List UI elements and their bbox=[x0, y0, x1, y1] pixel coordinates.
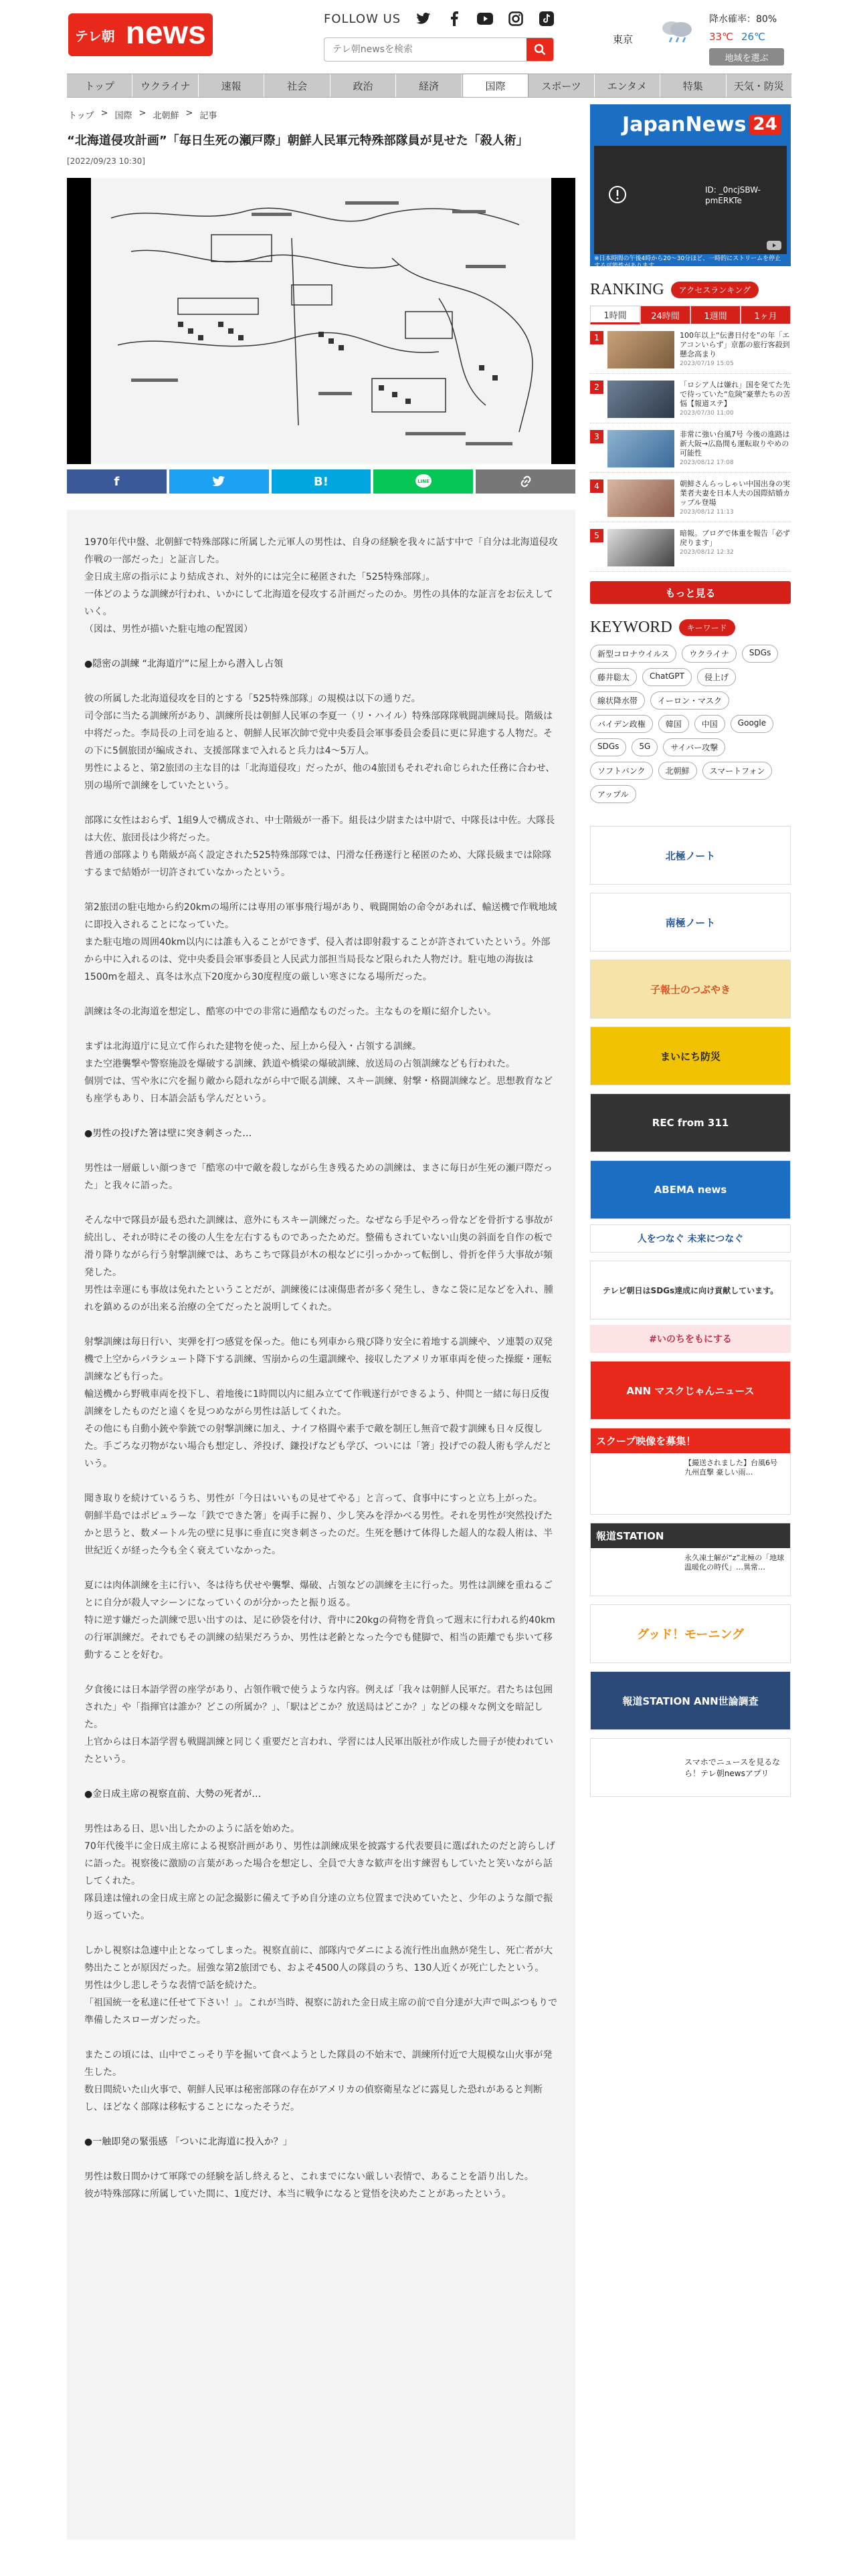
banner-south-pole-note[interactable] bbox=[590, 893, 791, 952]
banner-ann-poll[interactable] bbox=[590, 1671, 791, 1730]
article-paragraph: 男性は一層厳しい顔つきで「酷寒の中で敵を殺しながら生き残るための訓練は、まさに毎日が生死の瀬戸際だった」と我々に語った。 bbox=[84, 1163, 553, 1191]
tab-1hour[interactable]: 1時間 bbox=[590, 306, 640, 324]
article-main bbox=[67, 131, 575, 2540]
search-button[interactable] bbox=[527, 38, 553, 61]
ranking-thumbnail bbox=[607, 529, 674, 566]
article-paragraph: 部隊に女性はおらず、1組9人で構成され、中士階級が一番下。組長は少尉または中尉で、中隊長は中佐。大隊長は大佐、旅団長は少将だった。 普通の部隊よりも階級が高く設定された525特殊部隊では、円滑な任務遂行と秘匿のため、大隊長級までは除隊するまで結婚が一切許されていなかったという。 bbox=[84, 815, 555, 878]
nav-economy[interactable]: 経済 bbox=[396, 74, 462, 97]
article-subheading: ●男性の投げた箸は壁に突き刺さった… bbox=[84, 1128, 252, 1139]
hatena-icon: B! bbox=[314, 474, 328, 489]
ranking-tabs bbox=[590, 306, 791, 324]
article-paragraph: 第2旅団の駐屯地から約20kmの場所には専用の軍事飛行場があり、戦闘開始の命令があれば、輸送機で作戦地域に即投入されることになっていた。 また駐屯地の周囲40km以内には誰も入ることができず、侵入者は即射殺することが許されていたという。外部から中に入れるのは、党中央委員会軍事委員と人民武力部担当局長など限られた人物だけ。駐屯地の海抜は1500mを超え、真冬は氷点下20度から30度程度の厳しい寒さになる場所だった。 bbox=[84, 902, 557, 982]
keyword-list bbox=[590, 645, 791, 803]
share-bar bbox=[67, 469, 575, 494]
line-logo-text: LINE bbox=[417, 479, 430, 484]
keyword-tag[interactable]: ウクライナ bbox=[682, 645, 737, 663]
banner-scoop[interactable] bbox=[590, 1428, 791, 1515]
ranking-thumbnail bbox=[607, 430, 674, 467]
twitter-icon[interactable] bbox=[415, 11, 432, 27]
banner-text: ANN マスクじゃんニュース bbox=[626, 1384, 755, 1397]
banner-rec-311[interactable] bbox=[590, 1093, 791, 1152]
twitter-icon bbox=[212, 475, 225, 488]
article-paragraph: 彼の所属した北海道侵攻を目的とする「525特殊部隊」の規模は以下の通りだ。 司令部に当たる訓練所があり、訓練所長は朝鮮人民軍の李夏一（リ・ハイル）特殊部隊隊戦闘訓練局長。階級は中将だった。李局長の上司を辿ると、朝鮮人民軍次帥で党中央委員会軍事委員会委員に更に昇進する人物だ。その下に5個旅団が編成され、支援部隊まで入れると兵力は4～5万人。 男性によると、第2旅団の主な目的は「北海道侵攻」だったが、他の4旅団もそれぞれ命じられた任務に合わせ、別の場所で訓練をしていたという。 bbox=[84, 693, 555, 791]
link-icon bbox=[518, 474, 533, 489]
article-paragraph: 1970年代中盤、北朝鮮で特殊部隊に所属した元軍人の男性は、自身の経験を我々に話す中で「自分は北海道侵攻作戦の一部だった」と証言した。 金日成主席の指示により結成され、対外的には完全に秘匿された「525特殊部隊」。 一体どのような訓練が行われ、いかにして北海道を侵攻する計画だったのか。男性の具体的な証言をお伝えしていく。 （図は、男性が描いた駐屯地の配置図） bbox=[84, 537, 558, 635]
breadcrumb-article: 記事 bbox=[199, 111, 217, 121]
nav-politics[interactable]: 政治 bbox=[330, 74, 396, 97]
banner-connect-people[interactable] bbox=[590, 1224, 791, 1253]
ranking-date: 2023/08/12 11:13 bbox=[680, 509, 734, 516]
keyword-tag[interactable]: 線状降水帯 bbox=[590, 691, 645, 710]
region-select-button[interactable]: 地域を選ぶ bbox=[709, 48, 784, 66]
banner-text: #いのちをもにする bbox=[649, 1334, 732, 1345]
rank-number: 3 bbox=[590, 430, 603, 443]
line-icon bbox=[415, 473, 432, 490]
nav-international[interactable]: 国際 bbox=[462, 74, 529, 97]
video-error-id: ID: _0ncjSBW-pmERKTe bbox=[705, 185, 761, 205]
article-hero-image bbox=[67, 178, 575, 464]
tab-24hours[interactable]: 24時間 bbox=[640, 306, 690, 324]
facebook-icon[interactable] bbox=[446, 11, 462, 27]
nav-entertainment[interactable]: エンタメ bbox=[595, 74, 660, 97]
banner-sdgs[interactable] bbox=[590, 1261, 791, 1319]
keyword-tag[interactable]: 侵上げ bbox=[697, 668, 736, 686]
banner-text: まいにち防災 bbox=[660, 1050, 721, 1063]
banner-text: REC from 311 bbox=[652, 1117, 729, 1129]
ranking-date: 2023/07/19 15:05 bbox=[680, 360, 734, 367]
ranking-item[interactable] bbox=[590, 381, 791, 423]
ranking-headline: 暗報。ブログで体重を報告「必ず戻ります」 bbox=[680, 529, 790, 547]
follow-label: FOLLOW US bbox=[324, 11, 401, 26]
article-paragraph: 訓練は冬の北海道を想定し、酷寒の中での非常に過酷なものだった。主なものを順に紹介したい。 bbox=[84, 1006, 496, 1017]
keyword-tag[interactable]: イーロン・マスク bbox=[650, 691, 729, 710]
weather-widget bbox=[610, 5, 791, 66]
banner-text: 子報士のつぶやき bbox=[650, 983, 731, 996]
article-title: “北海道侵攻計画”「毎日生死の瀬戸際」朝鮮人民軍元特殊部隊員が見せた「殺人術」 bbox=[67, 134, 529, 148]
cloud-rain-icon bbox=[657, 17, 697, 44]
breadcrumb-international[interactable]: 国際 bbox=[114, 111, 132, 121]
youtube-icon[interactable] bbox=[477, 11, 493, 27]
nav-top[interactable]: トップ bbox=[67, 74, 132, 97]
article-paragraph: またこの頃には、山中でこっそり芋を掘いて食べようとした隊員の不始末で、訓練所付近で大規模な山火事が発生した。 数日間続いた山火事で、朝鮮人民軍は秘密部隊の存在がアメリカの偵察衛星などに露見した恐れがあると判断し、ほどなく部隊は移転することになったそうだ。 bbox=[84, 2050, 553, 2113]
ranking-header bbox=[590, 281, 791, 299]
banner-inochi[interactable] bbox=[590, 1325, 791, 1353]
banner-north-pole-note[interactable] bbox=[590, 826, 791, 885]
rank-number: 1 bbox=[590, 331, 603, 344]
keyword-tag[interactable]: 韓国 bbox=[658, 715, 689, 733]
follow-us bbox=[324, 11, 555, 27]
share-link-button[interactable] bbox=[476, 469, 575, 494]
ranking-headline: 朝鮮さんらっしゃい中国出身の実業者夫妻を日本人夫の国際結婚カップル登場 bbox=[680, 479, 790, 507]
weather-low-temp: 26℃ bbox=[741, 31, 765, 43]
japannews-name: JapanNews bbox=[622, 112, 747, 136]
keyword-tag[interactable]: スマートフォン bbox=[702, 762, 773, 780]
japannews24-widget bbox=[590, 104, 791, 270]
ranking-date: 2023/08/12 12:32 bbox=[680, 549, 734, 556]
share-hatena-button[interactable] bbox=[272, 469, 371, 494]
keyword-tag[interactable]: ソフトバンク bbox=[590, 762, 653, 780]
breadcrumb: トップ > 国際 > 北朝鮮 > 記事 bbox=[68, 108, 217, 121]
ranking-title: RANKING bbox=[590, 281, 664, 298]
banner-good-morning[interactable] bbox=[590, 1604, 791, 1663]
article-date: [2022/09/23 10:30] bbox=[67, 156, 145, 166]
logo-tereasa: テレ朝 bbox=[68, 13, 122, 56]
search-icon bbox=[534, 43, 546, 56]
article-paragraph: そんな中で隊員が最も恐れた訓練は、意外にもスキー訓練だった。なぜなら手足やろっ骨などを骨折する事故が続出し、それが時にその後の人生を左右するものであったためだ。整備もされていない山奥の斜面を自作の板で滑り降りながら行う射撃訓練では、あちこちで隊員が木の根などに引っかかって転倒し、骨折を伴う大事故が頻発した。 男性は幸運にも事故は免れたということだが、訓練後には凍傷患者が多く発生し、きなこ袋に足などを入れ、腫れを鎮めるのが出来る治療の全てだったと説明してくれた。 bbox=[84, 1215, 553, 1313]
keyword-tag[interactable]: ChatGPT bbox=[642, 668, 692, 686]
keyword-tag[interactable]: Google bbox=[731, 715, 773, 733]
banner-station-title: 報道STATION bbox=[591, 1523, 790, 1548]
site-header bbox=[0, 0, 859, 72]
keyword-tag[interactable]: アップル bbox=[590, 785, 636, 803]
ranking-item[interactable] bbox=[590, 479, 791, 522]
facebook-icon: f bbox=[114, 474, 120, 489]
weather-rain-probability: 降水確率：80% bbox=[709, 14, 777, 25]
banner-scoop-text: 【撮送されました】台風6号 九州直撃 豪しい雨… bbox=[684, 1459, 777, 1477]
ranking-date: 2023/07/30 11:00 bbox=[680, 410, 734, 417]
banner-text: ABEMA news bbox=[654, 1184, 727, 1196]
tab-1month[interactable]: 1ヶ月 bbox=[741, 306, 791, 324]
rank-number: 4 bbox=[590, 479, 603, 493]
logo-news: news bbox=[122, 13, 213, 56]
article-paragraph: 男性はある日、思い出したかのように話を始めた。 70年代後半に金日成主席による視察計画があり、男性は訓練成果を披露する代表要員に選ばれたのだと誇らしげに語った。視察後に激励の言葉があった場合を想定し、全員で大きな歓声を出す練習もしていたと笑いながら話してくれた。 隊員達は憧れの金日成主席との記念撮影に備えて予め自分達の立ち位置まで決めていたと、少年のような顔で振り返っていた。 bbox=[84, 1824, 555, 1921]
banner-abema-news[interactable] bbox=[590, 1160, 791, 1219]
breadcrumb-north-korea[interactable]: 北朝鮮 bbox=[153, 111, 179, 121]
ranking-item[interactable] bbox=[590, 331, 791, 374]
ranking-item[interactable] bbox=[590, 529, 791, 572]
article-paragraph: 夕食後には日本語学習の座学があり、占領作戦で使うような内容。例えば「我々は朝鮮人民軍だ。君たちは包囲された」や「指揮官は誰か？どこの所属か？」、「駅はどこか？放送局はどこか？」などの様々な例文を暗記した。 上官からは日本語学習も戦闘訓練と同じく重要だと言われ、学習には人民軍出版社が作成した冊子が使われていたという。 bbox=[84, 1685, 553, 1765]
keyword-tag[interactable]: サイバー攻撃 bbox=[663, 738, 725, 756]
ranking-headline: 100年以上“伝書日付を”の年「エアコンいらず」京都の旅行客殺到 懸念高まり bbox=[680, 331, 790, 358]
article-subheading: ●一触即発の緊張感 「ついに北海道に投入か？」 bbox=[84, 2137, 292, 2147]
site-logo[interactable] bbox=[68, 13, 213, 56]
ranking-thumbnail bbox=[607, 381, 674, 418]
keyword-tag[interactable]: 新型コロナウイルス bbox=[590, 645, 676, 663]
search-input[interactable] bbox=[324, 38, 527, 61]
banner-text: 報道STATION ANN世論調査 bbox=[622, 1695, 759, 1707]
nav-ukraine[interactable]: ウクライナ bbox=[132, 74, 198, 97]
article-paragraph: 聞き取りを続けているうち、男性が「今日はいいもの見せてやる」と言って、食事中にすっと立ち上がった。 朝鮮半島ではポピュラーな「鉄でできた箸」を両手に握り、少し笑みを浮かべる男性。それを男性が突然投げたかと思うと、数メートル先の壁に見事に垂直に突き刺さったのだ。生死を懸けて体得した超人的な殺人術は、半世紀近くが経った今も全く衰えていなかった。 bbox=[84, 1493, 553, 1556]
banner-text: テレビ朝日はSDGs達成に向け貢献しています。 bbox=[602, 1285, 779, 1295]
banner-mainichi-bousai[interactable] bbox=[590, 1027, 791, 1085]
ranking-headline: 「ロシア人は嫌れ」国を発てた先で待っていた“危険”豪華たちの苦悩【報道ステ】 bbox=[680, 381, 791, 408]
keyword-title: KEYWORD bbox=[590, 619, 672, 636]
tiktok-icon[interactable] bbox=[539, 11, 555, 27]
rank-number: 5 bbox=[590, 529, 603, 542]
article-subheading: ●金日成主席の視察直前、大勢の死者が… bbox=[84, 1789, 262, 1800]
banner-text: スマホでニュースを見るなら！テレ朝newsアプリ bbox=[684, 1757, 781, 1778]
global-nav bbox=[67, 74, 792, 98]
nav-weather-disaster[interactable]: 天気・防災 bbox=[727, 74, 792, 97]
keyword-tag[interactable]: SDGs bbox=[590, 738, 626, 756]
banner-text: グッド！モーニング bbox=[636, 1628, 745, 1642]
hand-drawn-map bbox=[91, 178, 551, 464]
banner-text: 人をつなぐ 未来につなぐ bbox=[637, 1234, 744, 1245]
youtube-icon bbox=[767, 241, 781, 250]
search-box bbox=[324, 37, 554, 62]
article-paragraph: まずは北海道庁に見立て作られた建物を使った、屋上から侵入・占領する訓練。 また空港襲撃や警察施設を爆破する訓練、鉄道や橋梁の爆破訓練、放送局の占領訓練なども行われた。 個別では、雪や氷に穴を掘り敵から隠れながら中で眠る訓練、スキー訓練、射撃・格闘訓練など。思想教育なども座学もあり、日本語会話も学んだという。 bbox=[84, 1041, 553, 1104]
japannews-24: 24 bbox=[749, 114, 781, 134]
article-subheading: ●隠密の訓練 “北海道庁”に屋上から潜入し占領 bbox=[84, 659, 284, 669]
keyword-tag[interactable]: 中国 bbox=[694, 715, 725, 733]
tab-1week[interactable]: 1週間 bbox=[690, 306, 741, 324]
live-video-player[interactable] bbox=[594, 146, 787, 254]
weather-high-temp: 33℃ bbox=[709, 31, 733, 43]
japannews-note: ※日本時間の午後4時から20～30分ほど、一時的にストリームを停止する可能性があります。 bbox=[594, 255, 781, 270]
banner-station-text: 永久凍土解が“z”北極の「地球温暖化の時代」…異常… bbox=[684, 1553, 785, 1572]
sidebar bbox=[590, 104, 791, 1797]
share-facebook-button[interactable] bbox=[67, 469, 167, 494]
banner-app[interactable] bbox=[590, 1738, 791, 1797]
keyword-tag[interactable]: 北朝鮮 bbox=[658, 762, 697, 780]
keyword-pill: キーワード bbox=[679, 619, 735, 636]
keyword-header bbox=[590, 619, 791, 637]
article-paragraph: 夏には肉体訓練を主に行い、冬は待ち伏せや襲撃、爆破、占領などの訓練を主に行った。男性は訓練を重ねるごとに自分が殺人マシーンになっていくのが分かったと振り返る。 特に逆す嫌だった訓練で思い出すのは、足に砂袋を付け、背中に20kgの荷物を背負って週末に行われる約40kmの行軍訓練だ。それでもその訓練の結果だろうか、男性は老齢となった今でも健脚で、相当の距離でも歩いて移動することを好む。 bbox=[84, 1580, 555, 1660]
ranking-thumbnail bbox=[607, 479, 674, 517]
japannews24-logo[interactable] bbox=[622, 110, 781, 139]
share-line-button[interactable] bbox=[373, 469, 473, 494]
share-twitter-button[interactable] bbox=[169, 469, 269, 494]
rank-number: 2 bbox=[590, 381, 603, 394]
banner-hodo-station[interactable] bbox=[590, 1523, 791, 1596]
nav-feature[interactable]: 特集 bbox=[660, 74, 726, 97]
keyword-tag[interactable]: SDGs bbox=[742, 645, 778, 663]
banner-ann-mask[interactable] bbox=[590, 1361, 791, 1420]
keyword-tag[interactable]: バイデン政権 bbox=[590, 715, 653, 733]
banner-text: 南極ノート bbox=[665, 916, 716, 929]
nav-sports[interactable]: スポーツ bbox=[529, 74, 594, 97]
weather-city: 東京 bbox=[613, 33, 634, 45]
keyword-tag[interactable]: 5G bbox=[632, 738, 658, 756]
ranking-pill: アクセスランキング bbox=[671, 282, 759, 298]
banner-forecaster[interactable] bbox=[590, 960, 791, 1018]
breadcrumb-top[interactable]: トップ bbox=[68, 111, 94, 121]
article-body bbox=[67, 510, 575, 2540]
nav-breaking[interactable]: 速報 bbox=[199, 74, 264, 97]
keyword-tag[interactable]: 藤井聡太 bbox=[590, 668, 637, 686]
ranking-date: 2023/08/12 17:08 bbox=[680, 459, 734, 466]
banner-scoop-title: スクープ映像を募集！ bbox=[591, 1428, 790, 1453]
ranking-thumbnail bbox=[607, 331, 674, 368]
ranking-headline: 非常に強い台風7号 今後の進路は 新大阪→広島間も運転取りやめの可能性 bbox=[680, 430, 790, 457]
ranking-item[interactable] bbox=[590, 430, 791, 473]
article-paragraph: 射撃訓練は毎日行い、実弾を打つ感覚を保った。他にも列車から飛び降り安全に着地する訓練や、ソ連製の双発機で上空からパラシュート降下する訓練、雪崩からの生還訓練や、接収したアメリカ軍車両を使った操縦・運転訓練なども行った。 輸送機から野戦車両を投下し、着地後に1時間以内に組み立てて作戦遂行ができるよう、仲間と一緒に毎日反復訓練をしたものだと遠くを見つめながら男性は話してくれた。 その他にも自動小銃や拳銃での射撃訓練に加え、ナイフ格闘や素手で敵を制圧し無音で殺す訓練も日々反復した。手ごろな刃物がない場合も想定し、斧投げ、鎌投げなども学び、ついには「箸」投げでの殺人術も学んだという。 bbox=[84, 1337, 553, 1469]
error-icon bbox=[607, 185, 628, 205]
article-paragraph: しかし視察は急遽中止となってしまった。視察直前に、部隊内でダニによる流行性出血熱が発生し、死亡者が大勢出たことが原因だった。屈強な第2旅団でも、およそ4500人の隊員のうち、130人近くが死亡したという。 男性は少し悲しそうな表情で話を続けた。 「祖国統一を私達に任せて下さい！」。これが当時、視察に訪れた金日成主席の前で自分達が大声で叫ぶつもりで準備したスローガンだった。 bbox=[84, 1945, 557, 2026]
ranking-more-button[interactable]: もっと見る bbox=[590, 581, 791, 604]
instagram-icon[interactable] bbox=[508, 11, 524, 27]
banner-text: 北極ノート bbox=[665, 849, 716, 862]
article-paragraph: 男性は数日間かけて軍隊での経験を話し終えると、これまでにない厳しい表情で、あることを語り出した。 彼が特殊部隊に所属していた間に、1度だけ、本当に戦争になると覚悟を決めたことがあったという。 bbox=[84, 2171, 534, 2199]
nav-society[interactable]: 社会 bbox=[264, 74, 330, 97]
